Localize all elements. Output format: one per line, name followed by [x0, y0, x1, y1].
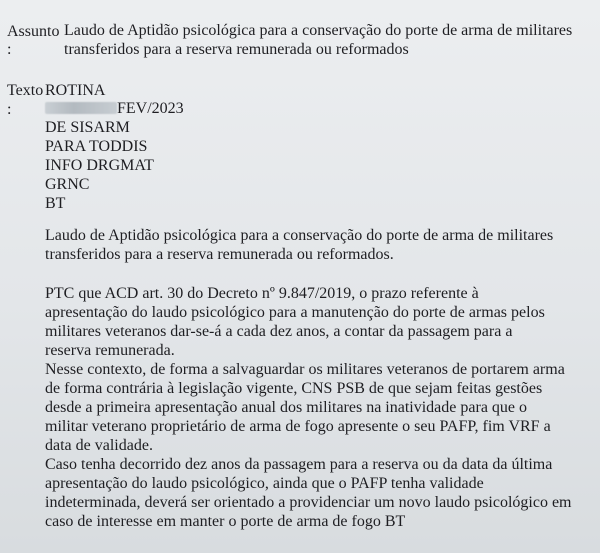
- routing-block: [45, 118, 154, 213]
- body-line: Nesse contexto, de forma a salvaguardar os militares veteranos de portarem arma: [45, 361, 565, 378]
- date-suffix: FEV/2023: [117, 100, 184, 117]
- routing-from: DE SISARM: [45, 119, 130, 136]
- body-line: desde a primeira apresentação anual dos militares na inatividade para que o: [45, 399, 528, 416]
- body-paragraphs: [45, 284, 571, 531]
- body-line: apresentação do laudo psicológico para a manutenção do porte de armas pelos: [45, 304, 545, 321]
- body-line: data de validade.: [45, 437, 153, 454]
- redacted-date: [45, 102, 117, 114]
- date-line: [45, 99, 184, 118]
- text-label: Texto: [7, 82, 44, 99]
- body-line: indeterminada, deverá ser orientado a providenciar um novo laudo psicológico em: [45, 494, 572, 511]
- subject-label: Assunto: [7, 23, 60, 40]
- body-line: reserva remunerada.: [45, 342, 175, 359]
- body-title-line: Laudo de Aptidão psicológica para a conservação do porte de arma de militares: [45, 227, 554, 244]
- body-line: de forma contrária à legislação vigente, CNS PSB de que sejam feitas gestões: [45, 380, 543, 397]
- subject-text: [64, 21, 572, 59]
- routing-grnc: GRNC: [45, 176, 90, 193]
- routing-bt: BT: [45, 195, 66, 212]
- subject-colon: :: [7, 41, 12, 58]
- text-colon: :: [7, 101, 12, 118]
- body-title: [45, 226, 553, 264]
- body-line: caso de interesse em manter o porte de arma de fogo BT: [45, 513, 406, 530]
- subject-line: Laudo de Aptidão psicológica para a conservação do porte de arma de militares: [64, 22, 573, 39]
- body-line: militares veteranos dar-se-á a cada dez anos, a contar da passagem para a: [45, 323, 513, 340]
- body-line: apresentação do laudo psicológico, ainda que o PAFP tenha validade: [45, 475, 484, 492]
- body-title-line: transferidos para a reserva remunerada ou reformados.: [45, 246, 394, 263]
- body-line: militar veterano proprietário de arma de fogo apresente o seu PAFP, fim VRF a: [45, 418, 551, 435]
- routing-info: INFO DRGMAT: [45, 157, 154, 174]
- routine-label: ROTINA: [45, 82, 106, 99]
- routing-to: PARA TODDIS: [45, 138, 148, 155]
- body-line: Caso tenha decorrido dez anos da passagem para a reserva ou da data da última: [45, 456, 553, 473]
- subject-line: transferidos para a reserva remunerada ou reformados: [64, 41, 409, 58]
- body-line: PTC que ACD art. 30 do Decreto nº 9.847/2019, o prazo referente à: [45, 285, 479, 302]
